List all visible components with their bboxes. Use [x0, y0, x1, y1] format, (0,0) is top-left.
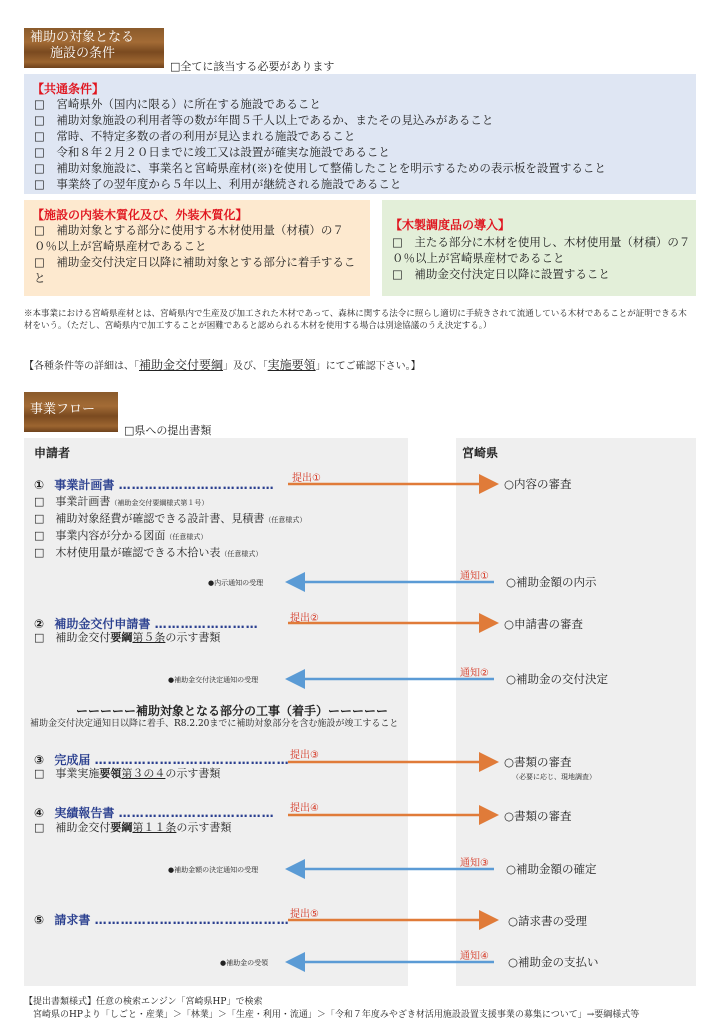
submit-label-1: 提出①	[292, 473, 321, 484]
submit-label-2: 提出②	[290, 613, 319, 624]
common-item: □ 補助対象施設の利用者等の数が年間５千人以上であるか、またその見込みがあること	[34, 113, 494, 127]
notice-receipt-1: ●内示通知の受理	[208, 579, 264, 587]
step4-doc-a: □ 補助金交付	[34, 821, 111, 834]
step4-doc-b: 要綱	[110, 821, 133, 834]
step2-doc	[34, 630, 220, 645]
step4-title: 実績報告書	[54, 806, 115, 820]
common-item: □ 宮崎県外（国内に限る）に所在する施設であること	[34, 97, 321, 111]
furniture-header: 【木製調度品の導入】	[390, 218, 511, 232]
section-note: □全てに該当する必要があります	[170, 60, 335, 73]
step1-doc-main: □ 事業計画書	[34, 495, 111, 508]
step1-doc-main: □ 事業内容が分かる図面	[34, 529, 166, 542]
pref-review-2: ○申請書の審査	[504, 617, 584, 631]
step5-title: 請求書	[54, 913, 91, 927]
common-item: □ 補助対象施設に、事業名と宮崎県産材(※)を使用して整備したことを明示するための表示板を設置すること	[34, 161, 606, 175]
youko-link[interactable]: 補助金交付要綱	[139, 358, 224, 372]
step1-title-row	[34, 476, 275, 493]
details-prefix: 【各種条件等の詳細は、「	[24, 361, 139, 372]
prefecture-header: 宮崎県	[462, 446, 499, 460]
step2-title: 補助金交付申請書	[54, 617, 151, 631]
pref-review-5: ○請求書の受理	[508, 914, 588, 928]
step5-dots: ………………………………………	[94, 913, 290, 927]
step3-dots: ………………………………………	[94, 753, 290, 767]
pref-notice-1: ○補助金額の内示	[506, 575, 597, 589]
step2-doc-a: □ 補助金交付	[34, 631, 111, 644]
step1-num: ①	[34, 478, 45, 492]
step3-doc-c: 第３の４	[121, 767, 166, 780]
interior-item: □ 補助対象とする部分に使用する木材使用量（材積）の７０％以上が宮崎県産材であること	[34, 223, 344, 253]
step5-num: ⑤	[34, 913, 45, 927]
step3-doc-d: の示す書類	[165, 767, 221, 780]
step4-doc-d: の示す書類	[176, 821, 232, 834]
furniture-item: □ 主たる部分に木材を使用し、木材使用量（材積）の７０％以上が宮崎県産材であること	[392, 235, 691, 265]
step1-doc-main: □ 木材使用量が確認できる木拾い表	[34, 546, 221, 559]
step3-doc-b: 要領	[99, 767, 122, 780]
step3-doc	[34, 766, 220, 781]
step1-doc-sub: （任意様式）	[220, 550, 263, 558]
step2-doc-d: の示す書類	[165, 631, 221, 644]
step1-doc-main: □ 補助対象経費が確認できる設計書、見積書	[34, 512, 265, 525]
step4-title-row	[34, 804, 275, 821]
step3-doc-a: □ 事業実施	[34, 767, 100, 780]
interior-item: □ 補助金交付決定日以降に補助対象とする部分に着手すること	[34, 255, 356, 285]
step4-doc	[34, 820, 231, 835]
submit-label-4: 提出④	[290, 803, 319, 814]
step1-title: 事業計画書	[54, 478, 115, 492]
youryou-link[interactable]: 実施要領	[267, 358, 316, 372]
notice-label-1: 通知①	[460, 571, 489, 582]
applicant-header: 申請者	[34, 446, 71, 460]
notice-receipt-3: ●補助金額の決定通知の受理	[168, 866, 259, 874]
pref-review-4: ○書類の審査	[504, 809, 572, 823]
furniture-item: □ 補助金交付決定日以降に設置すること	[392, 267, 610, 281]
step2-doc-c: 第５条	[132, 631, 166, 644]
common-conditions-header: 【共通条件】	[32, 82, 105, 96]
construction-title: ーーーーー補助対象となる部分の工事（着手）ーーーーー	[76, 704, 389, 718]
step1-doc	[34, 528, 306, 545]
pref-review-3-sub: （必要に応じ、現地調査）	[512, 773, 596, 781]
details-mid: 」及び、「	[223, 361, 268, 372]
step1-doc-sub: （任意様式）	[165, 533, 208, 541]
step3-num: ③	[34, 753, 45, 767]
interior-header: 【施設の内装木質化及び、外装木質化】	[32, 208, 248, 222]
notice-label-2: 通知②	[460, 668, 489, 679]
footer-line1: 【提出書類様式】任意の検索エンジン「宮崎県HP」で検索	[24, 997, 263, 1007]
pref-notice-4: ○補助金の支払い	[508, 955, 599, 969]
step4-num: ④	[34, 806, 45, 820]
common-item: □ 事業終了の翌年度から５年以上、利用が継続される施設であること	[34, 177, 402, 191]
step2-dots: ……………………	[154, 617, 259, 631]
step5-title-row	[34, 911, 290, 928]
details-suffix: 」にてご確認下さい。】	[315, 361, 421, 372]
footnote: ※本事業における宮崎県産材とは、宮崎県内で生産及び加工された木材であって、森林に関する法令に照らし適切に手続きされて流通している木材であることが証明できる木材をいう。（ただし、宮崎県内で加工することが困難であると認められる木材を使用する場合は別途協議のうえ決定する。）	[24, 309, 687, 331]
flow-note: □県への提出書類	[124, 424, 212, 437]
section-title-flow-text: 事業フロー	[30, 402, 96, 417]
submit-label-3: 提出③	[290, 750, 319, 761]
step1-docs	[34, 494, 306, 562]
pref-review-3: ○書類の審査	[504, 755, 572, 769]
notice-label-4: 通知④	[460, 951, 489, 962]
submit-label-5: 提出⑤	[290, 909, 319, 920]
step1-doc	[34, 494, 306, 511]
pref-review-1: ○内容の審査	[504, 477, 572, 491]
construction-note: 補助金交付決定通知日以降に着手、R8.2.20までに補助対象部分を含む施設が竣工すること	[30, 719, 399, 729]
notice-label-3: 通知③	[460, 858, 489, 869]
pref-notice-2: ○補助金の交付決定	[506, 672, 609, 686]
common-item: □ 常時、不特定多数の者の利用が見込まれる施設であること	[34, 129, 356, 143]
pref-notice-3: ○補助金額の確定	[506, 862, 597, 876]
step1-dots: ………………………………	[118, 478, 275, 492]
step1-doc	[34, 511, 306, 528]
notice-receipt-2: ●補助金交付決定通知の受理	[168, 676, 259, 684]
step1-doc-sub: （任意様式）	[264, 516, 307, 524]
step1-doc-sub: （補助金交付要綱様式第１号）	[110, 499, 209, 507]
section-title-line1: 補助の対象となる	[30, 30, 135, 45]
footer-line2: 宮崎県のHPより「しごと・産業」＞「林業」＞「生産・利用・流通」＞「令和７年度みやざき材活用施設設置支援事業の募集について」→要綱様式等	[24, 1010, 640, 1020]
notice-receipt-4: ●補助金の受領	[220, 959, 269, 967]
step3-title: 完成届	[54, 753, 91, 767]
step4-dots: ………………………………	[118, 806, 275, 820]
step4-doc-c: 第１１条	[132, 821, 177, 834]
step2-doc-b: 要綱	[110, 631, 133, 644]
common-item: □ 令和８年２月２０日までに竣工又は設置が確実な施設であること	[34, 145, 390, 159]
section-title-line2: 施設の条件	[50, 46, 116, 61]
step2-num: ②	[34, 617, 45, 631]
step1-doc	[34, 545, 306, 562]
